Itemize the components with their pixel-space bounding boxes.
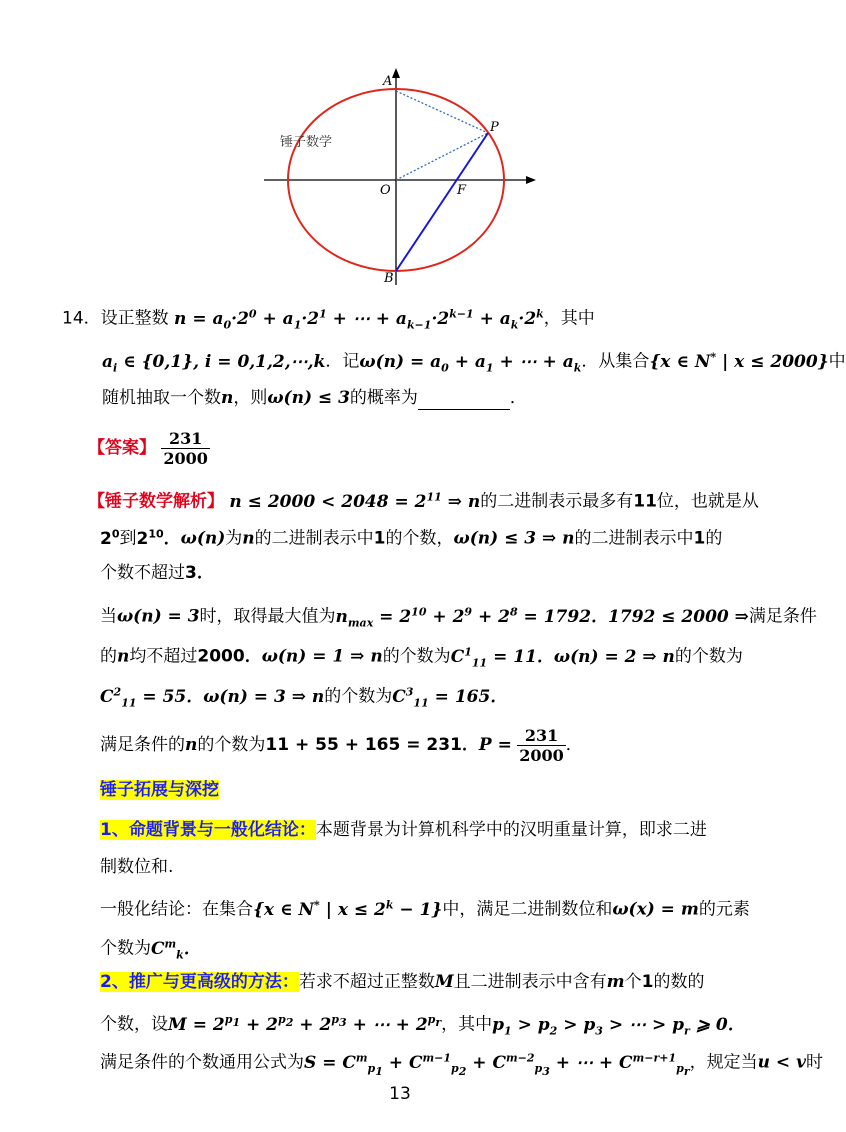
x-axis-arrow — [526, 176, 536, 184]
solution-label: 【锤子数学解析】 — [88, 491, 224, 512]
solution-line-4: 当ω(n) = 3时，取得最大值为$n_{max} = 2^{10} + 2^9 + 2^8 = 1792$．1792 ≤ 2000 ⇒满足条件 — [100, 605, 817, 630]
problem-number: 14． — [62, 308, 101, 329]
section-2-label: 2、推广与更高级的方法： — [100, 972, 299, 992]
label-f: F — [457, 183, 467, 198]
problem-line-2: $a_i$ ∈ {0,1}, i = 0,1,2,⋯,k．记$\omega(n) = a_0 + a_1$ + ⋯ + $a_k$．从集合{x ∈ N* | x ≤ 2000}中 — [102, 350, 846, 375]
solution-line-7: 满足条件的n的个数为11 + 55 + 165 = 231．P = $\frac{231}{2000}$ ． — [100, 725, 583, 765]
dotted-segment-op — [396, 133, 488, 180]
ext-s1-line-4: 个数为$C^m_k$． — [100, 937, 201, 962]
ellipse-figure — [250, 60, 550, 290]
result-fraction: $\frac{231}{2000}$ — [519, 725, 564, 765]
label-o: O — [380, 183, 391, 198]
problem-line-1: 14．设正整数 $n = a_0\cdot 2^0 + a_1\cdot 2^1$ + ⋯ + $a_{k-1}\cdot 2^{k-1} + a_k\cdot 2^k$，其中 — [62, 307, 595, 332]
label-a: A — [383, 74, 393, 89]
ext-s2-line-1: 2、推广与更高级的方法：若求不超过正整数M且二进制表示中含有m个1的数的 — [100, 972, 705, 992]
watermark: 锤子数学 — [280, 135, 333, 150]
section-1-label: 1、命题背景与一般化结论： — [100, 820, 316, 840]
segment-bp — [396, 133, 488, 271]
formula-n: $n = a_0\cdot 2^0 + a_1\cdot 2^1$ + ⋯ + $a_{k-1}\cdot 2^{k-1} + a_k\cdot 2^k$ — [174, 307, 544, 332]
ext-s1-line-1: 1、命题背景与一般化结论：本题背景为计算机科学中的汉明重量计算，即求二进 — [100, 820, 707, 840]
solution-line-3: 个数不超过3． — [100, 563, 214, 583]
extension-title: 锤子拓展与深挖 — [100, 780, 219, 800]
solution-line-2: $2^0$到$2^{10}$．ω(n)为n的二进制表示中1的个数，ω(n) ≤ 3 ⇒ n的二进制表示中1的 — [100, 527, 723, 549]
solution-line-5: 的n均不超过2000．ω(n) = 1 ⇒ n的个数为$C^1_{11} = 11$．ω(n) = 2 ⇒ n的个数为 — [100, 645, 743, 670]
y-axis-arrow — [392, 68, 400, 78]
label-p: P — [490, 120, 499, 135]
label-b: B — [384, 271, 394, 286]
answer-blank — [418, 391, 510, 410]
ext-s2-line-2: 个数，设$M = 2^{p_1} + 2^{p_2} + 2^{p_3}$ + ⋯ + $2^{p_r}$，其中$p_1 > p_2 > p_3$ > ⋯ > $p_r$ ⩾ 0． — [100, 1013, 745, 1038]
problem-line-3: 随机抽取一个数n，则ω(n) ≤ 3的概率为 ． — [102, 388, 527, 408]
ext-s1-line-2: 制数位和. — [100, 857, 174, 877]
ext-s2-line-3: 满足条件的个数通用公式为$S = C^m_{p_1} + C^{m-1}_{p_2} + C^{m-2}_{p_3}$ + ⋯ + $C^{m-r+1}_{p_r}$，规定当u < v时 — [100, 1051, 823, 1079]
answer-line — [88, 428, 210, 468]
page-number: 13 — [389, 1084, 411, 1104]
answer-label: 【答案】 — [88, 438, 156, 458]
ext-s1-line-3: 一般化结论：在集合{x ∈ N* | $x \le 2^k - 1$}中，满足二进制数位和ω(x) = m的元素 — [100, 898, 750, 920]
solution-line-6: $C^2_{11} = 55$．ω(n) = 3 ⇒ n的个数为$C^3_{11} = 165$． — [100, 685, 508, 710]
extension-title-line — [100, 778, 219, 802]
solution-line-1: 【锤子数学解析】 $n \le 2000 < 2048 = 2^{11}$ ⇒ n的二进制表示最多有11位，也就是从 — [88, 490, 759, 512]
answer-fraction: $\frac{231}{2000}$ — [163, 428, 208, 468]
